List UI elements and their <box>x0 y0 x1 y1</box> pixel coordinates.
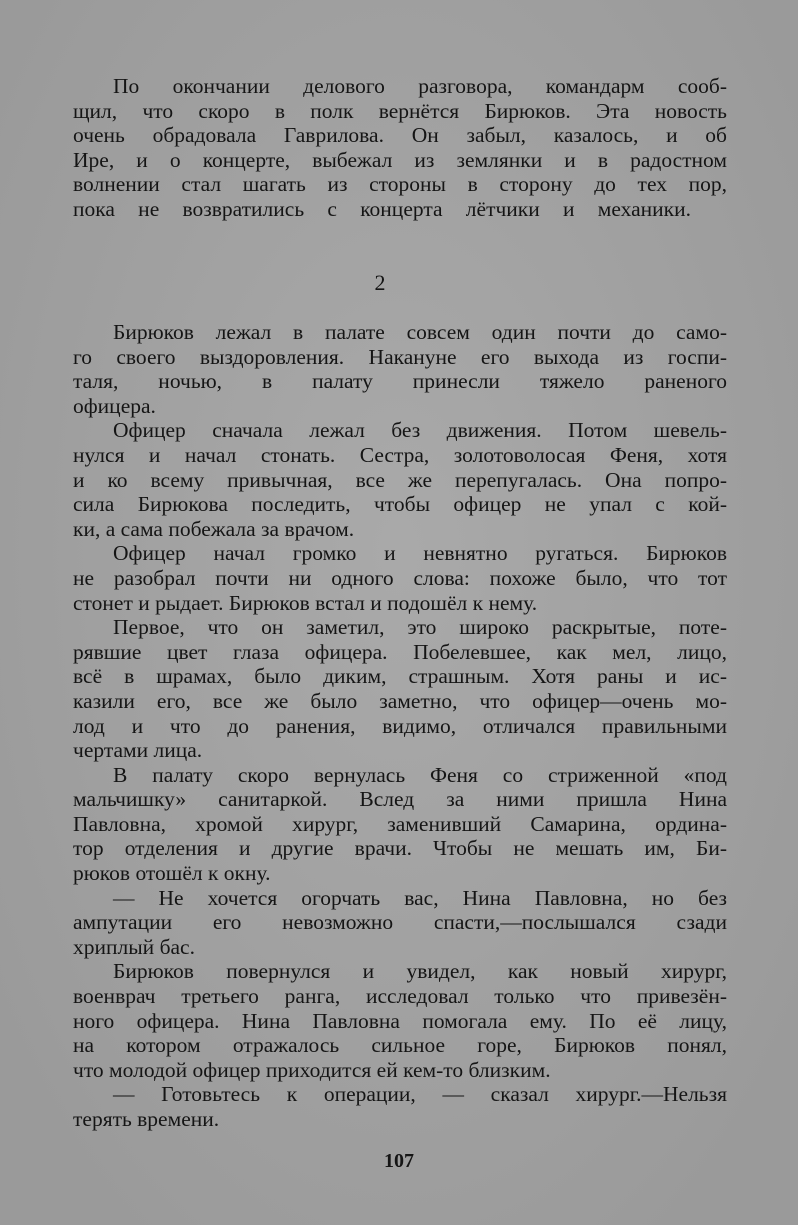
text-line: лод и что до ранения, видимо, отличался правильными <box>73 713 727 738</box>
chapter-number: 2 <box>374 270 386 295</box>
text-line: казили его, все же было заметно, что офицер—очень мо- <box>73 688 727 713</box>
text-line: В палату скоро вернулась Феня со стриженной «под <box>113 762 727 787</box>
page-number: 107 <box>384 1150 414 1172</box>
text-line: щил, что скоро в полк вернётся Бирюков. Эта новость <box>73 98 727 123</box>
chapter-body <box>73 320 727 1132</box>
text-line: и ко всему привычная, все же перепугалась. Она попро- <box>73 467 727 492</box>
text-line: очень обрадовала Гаврилова. Он забыл, казалось, и об <box>73 123 727 148</box>
text-line: — Готовьтесь к операции, — сказал хирург.—Нельзя <box>113 1082 727 1107</box>
text-line: таля, ночью, в палату принесли тяжело раненого <box>73 369 727 394</box>
text-line: Офицер сначала лежал без движения. Потом шевель- <box>113 418 727 443</box>
text-line: Бирюков лежал в палате совсем один почти до само- <box>113 320 727 344</box>
text-line: ампутации его невозможно спасти,—послышался сзади <box>73 910 727 935</box>
text-line: всё в шрамах, было диким, страшным. Хотя раны и ис- <box>73 664 727 689</box>
text-line: хриплый бас. <box>73 934 195 959</box>
text-line: ного офицера. Нина Павловна помогала ему. По её лицу, <box>73 1008 727 1033</box>
text-line: Офицер начал громко и невнятно ругаться. Бирюков <box>113 541 727 566</box>
text-line: на котором отражалось сильное горе, Бирюков понял, <box>73 1033 727 1058</box>
text-line: что молодой офицер приходится ей кем-то близким. <box>73 1057 551 1082</box>
text-line: терять времени. <box>73 1107 220 1131</box>
text-line: волнении стал шагать из стороны в сторону до тех пор, <box>73 172 727 197</box>
text-line: — Не хочется огорчать вас, Нина Павловна, но без <box>113 885 727 910</box>
text-line: Бирюков повернулся и увидел, как новый хирург, <box>113 959 727 984</box>
text-line: не разобрал почти ни одного слова: похоже было, что тот <box>73 565 727 590</box>
text-line: По окончании делового разговора, командарм сооб- <box>113 74 727 98</box>
text-line: тор отделения и другие врачи. Чтобы не мешать им, Би- <box>73 836 727 861</box>
text-line: рявшие цвет глаза офицера. Побелевшее, как мел, лицо, <box>73 639 727 664</box>
paragraph-intro <box>73 74 727 222</box>
text-line: пока не возвратились с концерта лётчики и механики. <box>73 196 691 221</box>
text-line: ки, а сама побежала за врачом. <box>73 516 355 541</box>
text-line: нулся и начал стонать. Сестра, золотоволосая Феня, хотя <box>73 442 727 467</box>
text-line: чертами лица. <box>73 738 203 763</box>
text-line: Павловна, хромой хирург, заменивший Самарина, ордина- <box>73 811 727 836</box>
text-line: сила Бирюкова последить, чтобы офицер не упал с кой- <box>73 492 727 517</box>
text-line: Первое, что он заметил, это широко раскрытые, поте- <box>113 615 727 640</box>
text-line: рюков отошёл к окну. <box>73 861 271 886</box>
text-line: Ире, и о концерте, выбежал из землянки и в радостном <box>73 147 727 172</box>
text-line: го своего выздоровления. Накануне его выхода из госпи- <box>73 344 727 369</box>
text-line: военврач третьего ранга, исследовал только что привезён- <box>73 984 727 1009</box>
text-line: стонет и рыдает. Бирюков встал и подошёл к нему. <box>73 590 538 615</box>
text-line: офицера. <box>73 393 156 418</box>
text-line: мальчишку» санитаркой. Вслед за ними пришла Нина <box>73 787 727 812</box>
